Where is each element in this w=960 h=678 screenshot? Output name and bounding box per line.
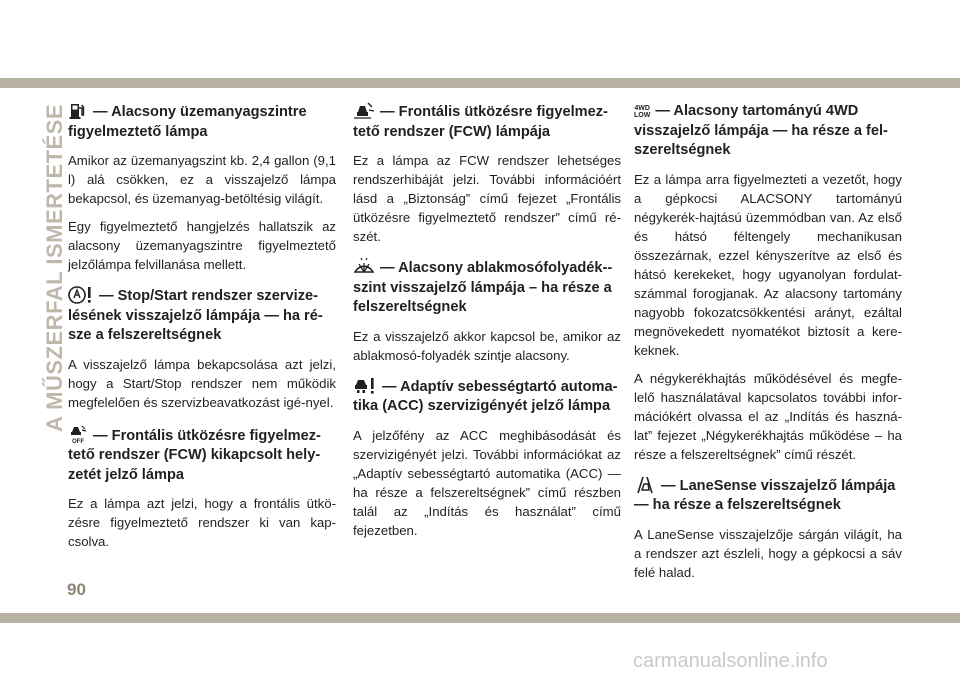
- start-stop-service-icon: [68, 286, 94, 304]
- heading-text: — Frontális ütközésre figyelmez-tető rendszer (FCW) kikapcsolt hely-zetét jelző lámpa: [68, 427, 321, 483]
- section-heading: [353, 102, 621, 142]
- 4wd-low-icon: [634, 105, 650, 119]
- paragraph: Ez a lámpa azt jelzi, hogy a frontális ütkö-zésre figyelmeztető rendszer ki van kap-csolva.: [68, 496, 336, 549]
- fcw-off-icon: [68, 424, 88, 444]
- paragraph: Ez a lámpa az FCW rendszer lehetséges rendszerhibáját jelzi. További információért lásd a „Biztonság” című fejezet „Frontális ütközésre figyelmeztető rendszer” című ré-szét.: [353, 153, 621, 244]
- page-number: 90: [67, 580, 86, 599]
- section-heading: [68, 424, 336, 486]
- heading-text: — Alacsony üzemanyagszintre figyelmeztető lámpa: [68, 104, 307, 140]
- chapter-side-title: A MŰSZERFAL ISMERTETÉSE: [42, 103, 67, 432]
- paragraph: Ez a visszajelző akkor kapcsol be, amikor az ablakmosó-folyadék szintje alacsony.: [353, 328, 621, 363]
- section-lanesense: [634, 476, 902, 582]
- paragraph: A négykerékhajtás működésével és megfe-lelő használatával kapcsolatos további infor-mációkért olvassa el az „Indítás és haszná-lat” fejezet „Négykerékhajtás működése – ha része a felszereltségnek” című részét.: [634, 370, 902, 462]
- heading-text: — Frontális ütközésre figyelmez-tető rendszer (FCW) lámpája: [353, 104, 608, 140]
- section-heading: [353, 258, 621, 318]
- section-4wd-low: [634, 102, 902, 464]
- section-fcw: [353, 102, 621, 246]
- bottom-rule-bar: [0, 613, 960, 623]
- paragraph: A LaneSense visszajelzője sárgán világít, ha a rendszer azt észleli, hogy a gépkocsi a sáv felé halad.: [634, 526, 902, 580]
- washer-fluid-icon: [353, 258, 375, 276]
- section-fcw-off: [68, 424, 336, 552]
- section-washer-fluid: [353, 258, 621, 365]
- icon-label-bottom: LOW: [634, 112, 651, 119]
- paragraph: Ez a lámpa arra figyelmezteti a vezetőt, hogy a gépkocsi ALACSONY tartományú négykerék-hajtású üzemmódban van. Az első és hátsó féltengely mechanikusan összezárnak, ezzel kényszerítve az első és hátsó kerekeket, hogy ugyanolyan fordulat-számmal forogjanak. Az alacsony tartomány nagyobb fokozatcsökkentési arányt, ezáltal megnövekedett nyomatékot biztosít a kere-keknek.: [634, 171, 902, 358]
- icon-label-top: 4WD: [634, 105, 650, 112]
- fcw-warning-icon: [353, 102, 375, 120]
- heading-text: — Alacsony ablakmosófolyadék--szint visszajelző lámpája – ha része a felszereltségnek: [353, 260, 613, 315]
- heading-text: — Alacsony tartományú 4WD visszajelző lámpája — ha része a fel-szereltségnek: [634, 103, 888, 158]
- heading-text: — Stop/Start rendszer szervize-lésének visszajelző lámpája — ha ré-sze a felszereltségnek: [68, 288, 323, 343]
- column-2: [353, 102, 621, 549]
- heading-text: — Adaptív sebességtartó automa-tika (ACC) szervizigényét jelző lámpa: [353, 378, 618, 414]
- lanesense-icon: [634, 476, 656, 494]
- paragraph: A jelzőfény az ACC meghibásodását és szervizigényét jelzi. További információkat az „Adaptív sebességtartó automatika (ACC) — ha része a felszereltségnek” című részben talál az „Indítás és használat” című fejezetben.: [353, 427, 621, 538]
- section-heading: [68, 102, 336, 142]
- fuel-pump-icon: [68, 102, 88, 120]
- heading-text: — LaneSense visszajelző lámpája — ha része a felszereltségnek: [634, 477, 896, 513]
- section-heading: [634, 476, 902, 516]
- section-heading: [68, 286, 336, 346]
- column-3: [634, 102, 902, 591]
- column-1: [68, 102, 336, 560]
- acc-service-icon: [353, 377, 377, 395]
- paragraph: Egy figyelmeztető hangjelzés hallatszik az alacsony üzemanyagszintre figyelmeztető jelzőlámpa felvillanása mellett.: [68, 219, 336, 272]
- section-low-fuel: [68, 102, 336, 274]
- watermark: carmanualsonline.info: [633, 650, 828, 672]
- svg-text:OFF: OFF: [72, 438, 84, 444]
- section-heading: [634, 102, 902, 161]
- section-start-stop: [68, 286, 336, 412]
- section-acc-service: [353, 377, 621, 540]
- paragraph: A visszajelző lámpa bekapcsolása azt jelzi, hogy a Start/Stop rendszer nem működik megfelelően és szervizbeavatkozást igé-nyel.: [68, 356, 336, 410]
- section-heading: [353, 377, 621, 417]
- paragraph: Amikor az üzemanyagszint kb. 2,4 gallon (9,1 l) alá csökken, ez a visszajelző lámpa bekapcsol, és üzemanyag-betöltésig világít.: [68, 153, 336, 206]
- top-rule-bar: [0, 78, 960, 88]
